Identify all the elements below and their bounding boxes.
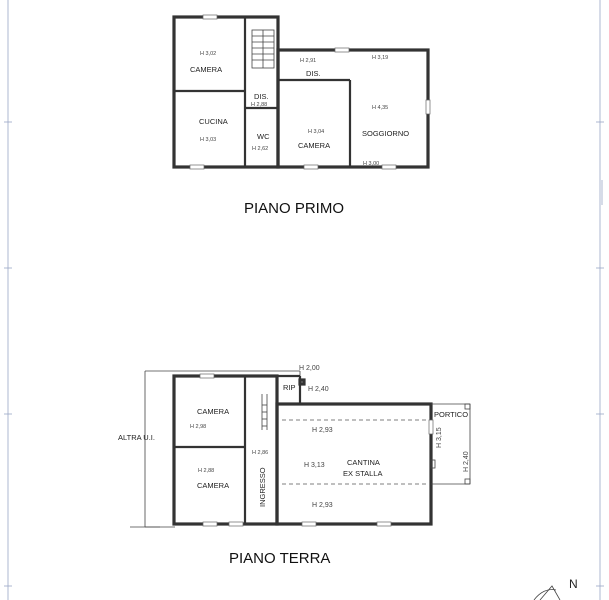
ground-room-portico-name: PORTICO xyxy=(434,410,469,419)
upper-room-soggiorno-height: H 4,35 xyxy=(372,105,389,111)
ground-room-camera-height: H 2,98 xyxy=(190,424,207,430)
upper-room-wc-name: WC xyxy=(257,132,270,141)
upper-room-camera2-height: H 3,04 xyxy=(308,129,325,135)
upper-room-height-3-19: H 3,19 xyxy=(372,55,389,61)
ground-room-camera2-name: CAMERA xyxy=(197,481,230,490)
ground-room-cantina-height: H 3,13 xyxy=(304,462,325,469)
ground-room-ingresso-name: INGRESSO xyxy=(258,467,267,507)
upper-room-wc-height: H 2,62 xyxy=(252,146,269,152)
upper-room-camera-name: CAMERA xyxy=(190,65,223,74)
upper-room-height-3-00: H 3,00 xyxy=(363,161,380,167)
upper-floor-plan xyxy=(174,15,430,217)
drawing-frame xyxy=(4,0,604,600)
upper-room-dis2-name: DIS. xyxy=(254,92,269,101)
upper-room-dis2-height: H 2,88 xyxy=(251,102,268,108)
ground-height-2-00: H 2,00 xyxy=(299,365,320,372)
upper-room-dis-name: DIS. xyxy=(306,69,321,78)
adjacent-unit-label: ALTRA U.I. xyxy=(118,433,155,442)
upper-room-cucina-height: H 3,03 xyxy=(200,137,217,143)
upper-room-soggiorno-name: SOGGIORNO xyxy=(362,129,410,138)
north-arrow-icon xyxy=(534,577,578,600)
ground-height-2-93-top: H 2,93 xyxy=(312,427,333,434)
ground-staircase xyxy=(262,394,267,430)
ground-room-camera2-height: H 2,88 xyxy=(198,468,215,474)
ground-room-cantina-name: CANTINA xyxy=(347,458,380,467)
upper-room-camera2-name: CAMERA xyxy=(298,141,331,150)
ground-portico-height-3-15: H 3,15 xyxy=(436,427,443,448)
upper-floor-title: PIANO PRIMO xyxy=(244,200,345,217)
north-label: N xyxy=(569,577,578,591)
ground-floor-plan xyxy=(118,365,470,567)
ground-floor-title: PIANO TERRA xyxy=(229,550,331,567)
ground-room-camera-name: CAMERA xyxy=(197,407,230,416)
upper-room-camera-height: H 3,02 xyxy=(200,51,217,57)
upper-room-dis-height: H 2,91 xyxy=(300,58,317,64)
ground-height-2-86: H 2,86 xyxy=(252,450,269,456)
upper-room-cucina-name: CUCINA xyxy=(199,117,228,126)
ground-portico-height-2-40: H 2,40 xyxy=(463,451,470,472)
ground-room-rip-name: RIP xyxy=(283,383,296,392)
upper-staircase xyxy=(252,30,274,68)
ground-room-ex-stalla-name: EX STALLA xyxy=(343,469,383,478)
ground-height-2-93-bottom: H 2,93 xyxy=(312,502,333,509)
ground-room-rip-height: H 2,40 xyxy=(308,386,329,393)
